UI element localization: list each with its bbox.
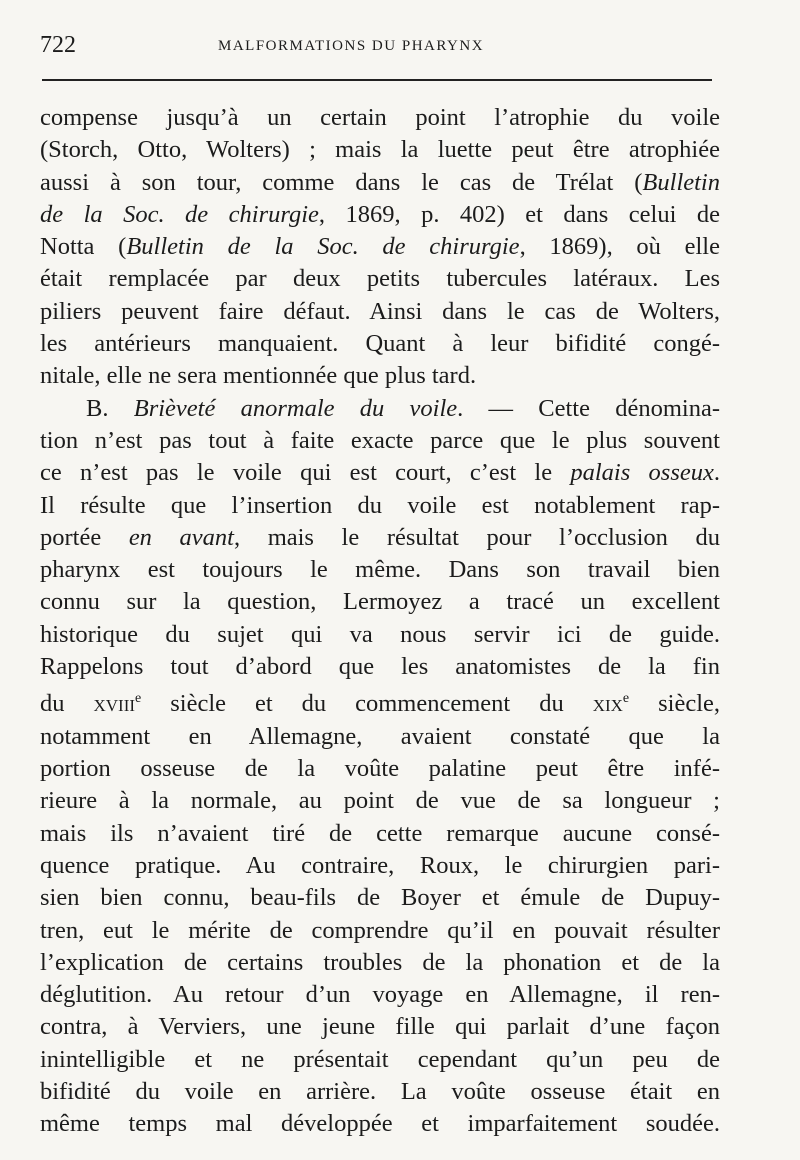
- text-line: mais ils n’avaient tiré de cette remarque aucune consé-: [40, 819, 720, 847]
- text-line: tion n’est pas tout à faite exacte parce que le plus souvent: [40, 426, 720, 454]
- text-line: était remplacée par deux petits tubercules latéraux. Les: [40, 265, 720, 293]
- text-line: l’explication de certains troubles de la phonation et de la: [40, 948, 720, 976]
- text-line: du xviii$^e$ siècle et du commencement du xix$^e$ siècle,: [40, 690, 720, 718]
- text-line: compense jusqu’à un certain point l’atrophie du voile: [40, 104, 720, 131]
- text-line: contra, à Verviers, une jeune fille qui parlait d’une façon: [40, 1013, 720, 1041]
- text-line: rieure à la normale, au point de vue de sa longueur ;: [40, 787, 720, 815]
- text-line: notamment en Allemagne, avaient constaté que la: [40, 722, 720, 750]
- page-number: 722: [40, 32, 76, 58]
- running-title: MALFORMATIONS DU PHARYNX: [218, 38, 485, 54]
- text-line: piliers peuvent faire défaut. Ainsi dans le cas de Wolters,: [40, 297, 720, 325]
- text-line: pharynx est toujours le même. Dans son travail bien: [40, 556, 720, 584]
- text-line: déglutition. Au retour d’un voyage en Allemagne, il ren-: [40, 981, 720, 1009]
- text-line: Notta (Bulletin de la Soc. de chirurgie, 1869), où elle: [40, 233, 720, 261]
- text-line: (Storch, Otto, Wolters) ; mais la luette peut être atrophiée: [40, 136, 720, 164]
- text-line: de la Soc. de chirurgie, 1869, p. 402) et dans celui de: [40, 200, 720, 228]
- text-line: aussi à son tour, comme dans le cas de Trélat (Bulletin: [40, 168, 720, 196]
- text-line: Rappelons tout d’abord que les anatomistes de la fin: [40, 653, 720, 681]
- text-line: connu sur la question, Lermoyez a tracé un excellent: [40, 588, 720, 616]
- text-line: portion osseuse de la voûte palatine peut être infé-: [40, 755, 720, 783]
- text-line: quence pratique. Au contraire, Roux, le chirurgien pari-: [40, 851, 720, 879]
- text-line: historique du sujet qui va nous servir ici de guide.: [40, 620, 720, 648]
- text-line: Il résulte que l’insertion du voile est notablement rap-: [40, 491, 720, 519]
- text-line: même temps mal développée et imparfaitement soudée.: [40, 1110, 720, 1138]
- header-rule: [42, 79, 712, 81]
- text-line: les antérieurs manquaient. Quant à leur bifidité congé-: [40, 330, 720, 358]
- text-line: B. Brièveté anormale du voile. — Cette dénomina-: [86, 394, 721, 422]
- text-line: bifidité du voile en arrière. La voûte osseuse était en: [40, 1078, 720, 1106]
- text-line: sien bien connu, beau-fils de Boyer et émule de Dupuy-: [40, 884, 720, 912]
- text-line: inintelligible et ne présentait cependant qu’un peu de: [40, 1045, 720, 1073]
- text-line: ce n’est pas le voile qui est court, c’est le palais osseux.: [40, 459, 720, 487]
- text-line: tren, eut le mérite de comprendre qu’il en pouvait résulter: [40, 916, 720, 944]
- text-line: nitale, elle ne sera mentionnée que plus tard.: [40, 362, 477, 390]
- text-line: portée en avant, mais le résultat pour l’occlusion du: [40, 523, 720, 551]
- page-header: [40, 30, 710, 66]
- body-text: [40, 102, 720, 1141]
